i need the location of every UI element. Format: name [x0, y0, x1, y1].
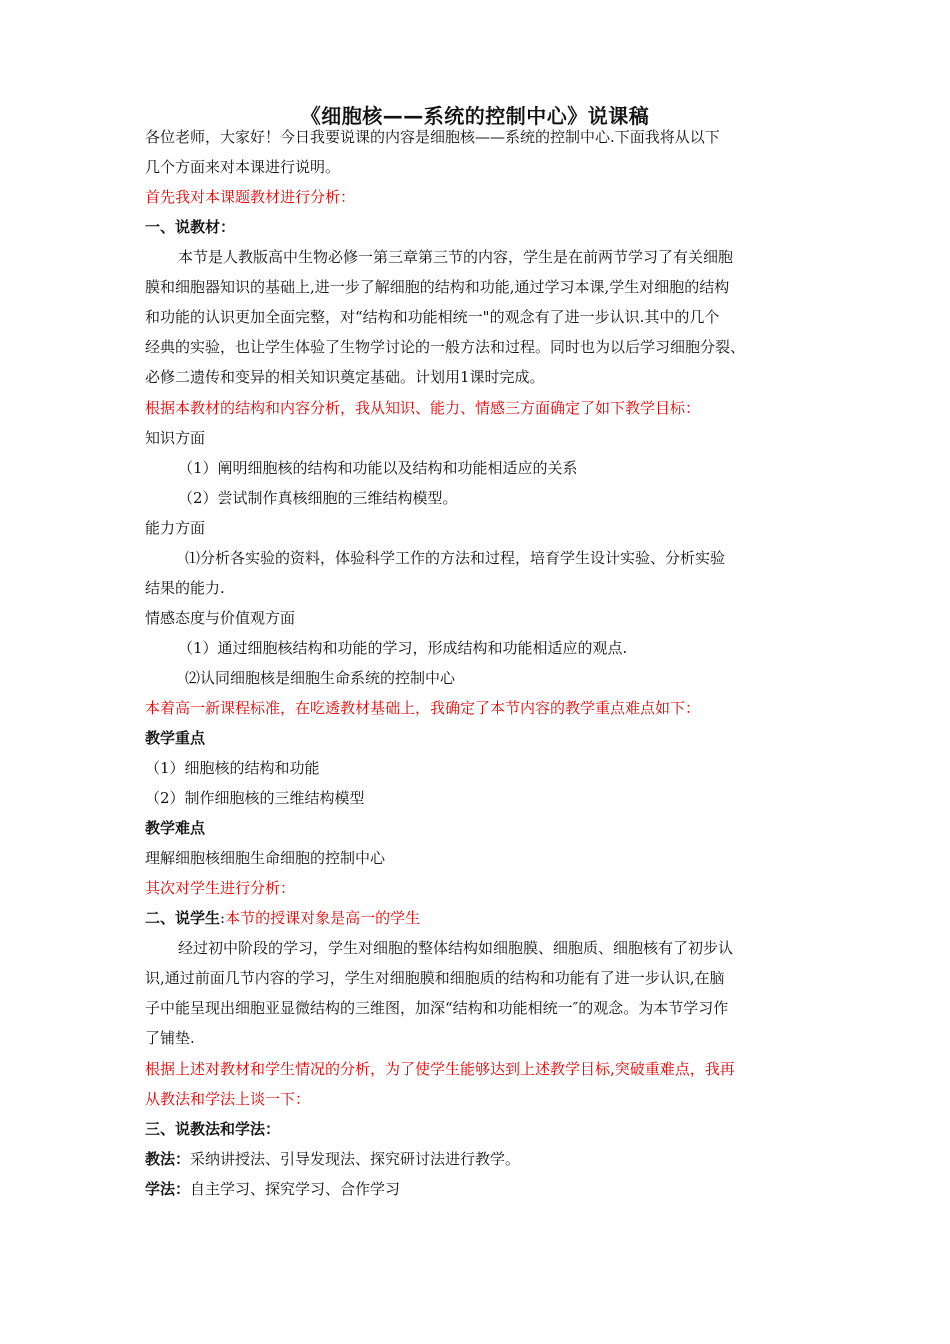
methods-intro-line: 根据上述对教材和学生情况的分析，为了使学生能够达到上述教学目标,突破重难点，我再	[145, 1060, 735, 1078]
section-2-target: 本节的授课对象是高一的学生	[225, 909, 421, 927]
section-2-colon: :	[220, 909, 226, 927]
section-1-paragraph-line: 膜和细胞器知识的基础上,进一步了解细胞的结构和功能,通过学习本课,学生对细胞的结构	[145, 278, 730, 296]
section-2-paragraph-line: 识,通过前面几节内容的学习，学生对细胞膜和细胞质的结构和功能有了进一步认识,在脑	[145, 969, 725, 987]
section-2-paragraph-line: 了铺垫.	[145, 1029, 195, 1047]
intro-line-1: 各位老师，大家好！今日我要说课的内容是细胞核——系统的控制中心.下面我将从以下	[145, 128, 720, 146]
section-2-paragraph-line: 经过初中阶段的学习，学生对细胞的整体结构如细胞膜、细胞质、细胞核有了初步认	[178, 939, 734, 957]
emotion-heading: 情感态度与价值观方面	[145, 609, 296, 627]
section-3-heading: 三、说教法和学法：	[145, 1120, 281, 1138]
ability-item-line: ⑴分析各实验的资料，体验科学工作的方法和过程，培育学生设计实验、分析实验	[185, 549, 726, 567]
teaching-method-label: 教法：	[145, 1150, 191, 1168]
difficulty-text: 理解细胞核细胞生命细胞的控制中心	[145, 849, 386, 867]
section-1-paragraph-line: 必修二遗传和变异的相关知识奠定基础。计划用1课时完成。	[145, 368, 545, 386]
methods-intro-line: 从教法和学法上谈一下：	[145, 1090, 311, 1108]
section-2-paragraph-line: 子中能呈现出细胞亚显微结构的三维图，加深“结构和功能相统一″的观念。为本节学习作	[145, 999, 729, 1017]
teaching-method-line	[145, 1149, 520, 1169]
student-intro: 其次对学生进行分析：	[145, 879, 296, 897]
key-points-intro: 本着高一新课程标准，在吃透教材基础上，我确定了本节内容的教学重点难点如下：	[145, 699, 701, 717]
key-point-item: （2）制作细胞核的三维结构模型	[145, 789, 365, 807]
knowledge-item: （1）阐明细胞核的结构和功能以及结构和功能相适应的关系	[178, 459, 578, 477]
emotion-item: （1）通过细胞核结构和功能的学习，形成结构和功能相适应的观点.	[178, 639, 628, 657]
learning-method-line	[145, 1179, 400, 1199]
knowledge-item: （2）尝试制作真核细胞的三维结构模型。	[178, 489, 458, 507]
knowledge-heading: 知识方面	[145, 429, 206, 447]
section-1-paragraph-line: 经典的实验，也让学生体验了生物学讨论的一般方法和过程。同时也为以后学习细胞分裂、	[145, 338, 746, 356]
difficulty-heading: 教学难点	[145, 819, 206, 837]
goals-intro: 根据本教材的结构和内容分析，我从知识、能力、情感三方面确定了如下教学目标：	[145, 399, 701, 417]
ability-item-line: 结果的能力.	[145, 579, 225, 597]
learning-method-label: 学法：	[145, 1180, 191, 1198]
ability-heading: 能力方面	[145, 519, 206, 537]
teaching-method-text: 采纳讲授法、引导发现法、探究研讨法进行教学。	[190, 1150, 521, 1168]
analysis-intro: 首先我对本课题教材进行分析：	[145, 188, 356, 206]
learning-method-text: 自主学习、探究学习、合作学习	[190, 1180, 401, 1198]
section-2-heading: 二、说学生	[145, 909, 221, 927]
key-point-item: （1）细胞核的结构和功能	[145, 759, 320, 777]
section-1-paragraph-line: 本节是人教版高中生物必修一第三章第三节的内容，学生是在前两节学习了有关细胞	[178, 248, 734, 266]
key-points-heading: 教学重点	[145, 729, 206, 747]
section-2-heading-line	[145, 908, 420, 928]
emotion-item: ⑵认同细胞核是细胞生命系统的控制中心	[185, 669, 456, 687]
section-1-heading: 一、说教材：	[145, 218, 236, 236]
section-1-paragraph-line: 和功能的认识更加全面完整，对“结构和功能相统一"的观念有了进一步认识.其中的几个	[145, 308, 720, 326]
intro-line-2: 几个方面来对本课进行说明。	[145, 158, 341, 176]
document-title: 《细胞核——系统的控制中心》说课稿	[300, 104, 650, 128]
